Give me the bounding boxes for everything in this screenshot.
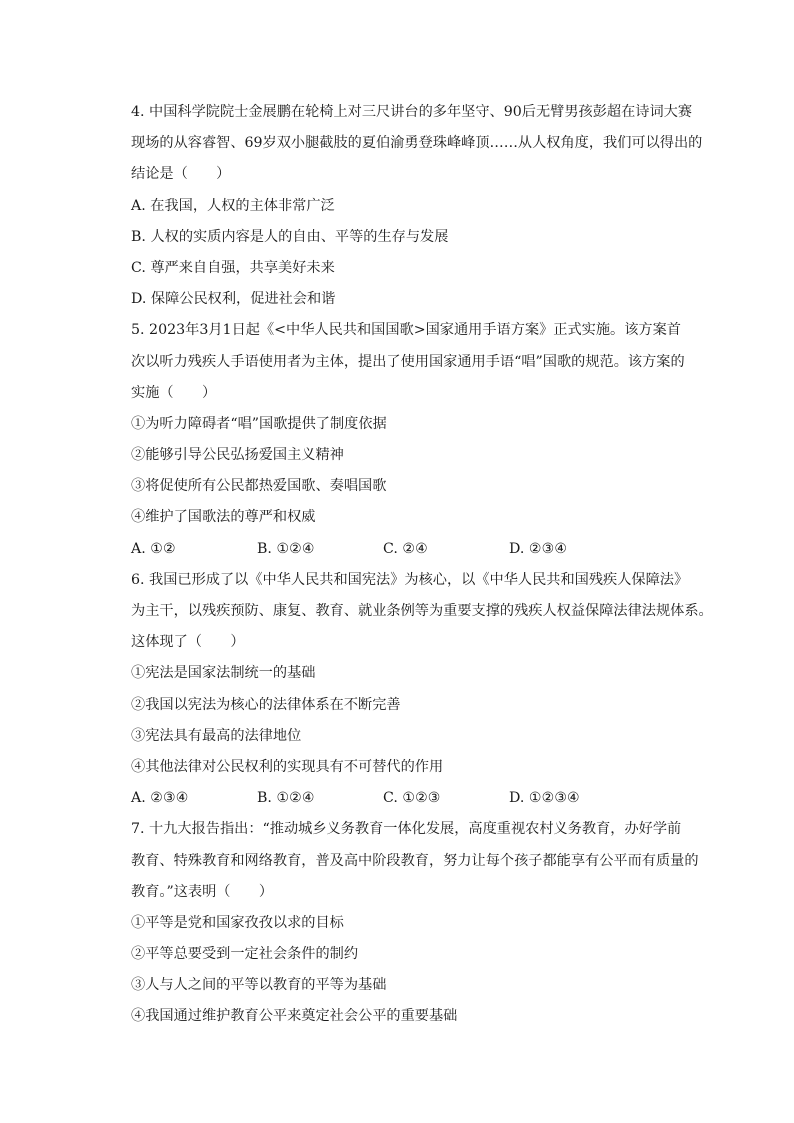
question-6-choices <box>131 783 711 814</box>
question-7-statement-2: ②平等总要受到一定社会条件的制约 <box>131 946 359 963</box>
question-4 <box>131 97 711 315</box>
question-7-stem-line-2: 教育、特殊教育和网络教育，普及高中阶段教育，努力让每个孩子都能享有公平而有质量的 <box>131 852 699 869</box>
question-6-stem-line-2: 为主干，以残疾预防、康复、教育、就业条例等为重要支撑的残疾人权益保障法律法规体系。 <box>131 603 713 619</box>
question-4-stem-line-1: 4. 中国科学院院士金展鹏在轮椅上对三尺讲台的多年坚守、90后无臂男孩彭超在诗词大赛 <box>131 104 693 120</box>
question-5-statement-4: ④维护了国歌法的尊严和权威 <box>131 509 316 526</box>
question-5-choice-c: C. ②④ <box>383 540 428 557</box>
question-6-statement-2: ②我国以宪法为核心的法律体系在不断完善 <box>131 696 401 713</box>
question-6 <box>131 565 711 815</box>
question-4-option-d: D. 保障公民权利，促进社会和谐 <box>131 291 336 308</box>
question-5-choice-d: D. ②③④ <box>509 540 568 557</box>
question-6-stem-line-3: 这体现了（ ） <box>131 634 245 651</box>
question-5-statement-1: ①为听力障碍者“唱”国歌提供了制度依据 <box>131 415 387 432</box>
question-5-statement-2: ②能够引导公民弘扬爱国主义精神 <box>131 447 344 464</box>
question-5-stem-line-2: 次以听力残疾人手语使用者为主体，提出了使用国家通用手语“唱”国歌的规范。该方案的 <box>131 353 685 370</box>
exam-page <box>131 97 711 1033</box>
question-5-choices <box>131 534 711 565</box>
question-6-choice-d: D. ①②③④ <box>509 790 580 807</box>
question-4-stem-line-3: 结论是（ ） <box>131 166 231 183</box>
question-6-choice-b: B. ①②④ <box>257 790 315 807</box>
question-6-statement-1: ①宪法是国家法制统一的基础 <box>131 665 316 682</box>
question-4-option-c: C. 尊严来自自强，共享美好未来 <box>131 259 335 276</box>
question-6-statement-4: ④其他法律对公民权利的实现具有不可替代的作用 <box>131 758 444 775</box>
question-6-stem-line-1: 6. 我国已形成了以《中华人民共和国宪法》为核心，以《中华人民共和国残疾人保障法》 <box>131 571 689 588</box>
question-7-stem-line-3: 教育。”这表明（ ） <box>131 883 274 900</box>
question-4-option-a: A. 在我国，人权的主体非常广泛 <box>131 197 335 214</box>
question-7 <box>131 814 711 1032</box>
question-6-choice-c: C. ①②③ <box>383 790 441 807</box>
question-5-stem-line-1: 5. 2023年3月1日起《<中华人民共和国国歌>国家通用手语方案》正式实施。该方案首 <box>131 322 681 339</box>
question-4-stem-line-2: 现场的从容睿智、69岁双小腿截肢的夏伯渝勇登珠峰峰顶……从人权角度，我们可以得出的 <box>131 135 703 152</box>
question-7-statement-1: ①平等是党和国家孜孜以求的目标 <box>131 914 344 931</box>
question-5-choice-a: A. ①② <box>131 540 176 557</box>
question-5-statement-3: ③将促使所有公民都热爱国歌、奏唱国歌 <box>131 478 387 495</box>
question-5-stem-line-3: 实施（ ） <box>131 384 217 401</box>
question-7-stem-line-1: 7. 十九大报告指出：“推动城乡义务教育一体化发展，高度重视农村义务教育，办好学前 <box>131 821 682 838</box>
question-4-option-b: B. 人权的实质内容是人的自由、平等的生存与发展 <box>131 228 449 245</box>
question-6-statement-3: ③宪法具有最高的法律地位 <box>131 727 302 744</box>
question-7-statement-4: ④我国通过维护教育公平来奠定社会公平的重要基础 <box>131 1008 458 1025</box>
question-7-statement-3: ③人与人之间的平等以教育的平等为基础 <box>131 977 387 994</box>
question-5 <box>131 315 711 565</box>
question-6-choice-a: A. ②③④ <box>131 790 189 807</box>
question-5-choice-b: B. ①②④ <box>257 540 315 557</box>
